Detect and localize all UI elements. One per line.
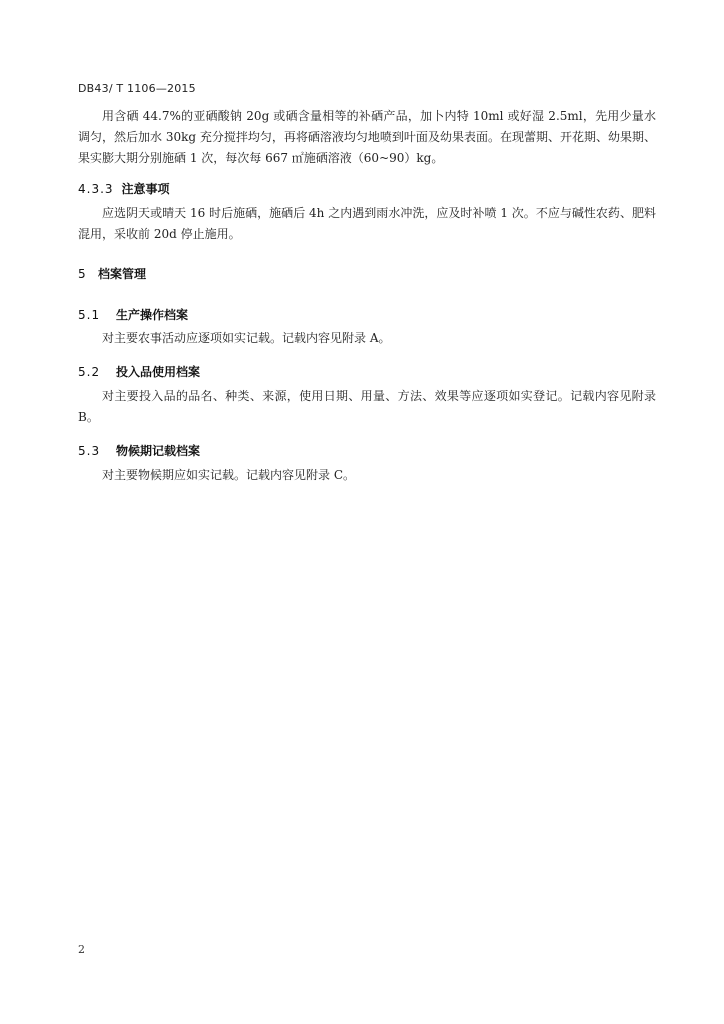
chapter-title: 档案管理 (98, 267, 147, 281)
document-code: DB43/ T 1106—2015 (78, 82, 196, 95)
section-title: 物候期记载档案 (116, 444, 201, 458)
section-title: 投入品使用档案 (116, 365, 201, 379)
section-number: 5.1 (78, 308, 101, 322)
paragraph-phenology-records: 对主要物候期应如实记载。记载内容见附录 C。 (102, 468, 355, 482)
paragraph-production-records: 对主要农事活动应逐项如实记载。记载内容见附录 A。 (102, 331, 391, 345)
section-title: 生产操作档案 (116, 308, 189, 322)
chapter-heading-5 (78, 265, 146, 282)
paragraph-selenium-application: 用含硒 44.7%的亚硒酸钠 20g 或硒含量相等的补硒产品，加卜内特 10ml 或好湿 2.5ml，先用少量水调匀，然后加水 30kg 充分搅拌均匀，再将硒溶液均匀地喷到叶面及幼果表面。在现蕾期、开花期、幼果期、果实膨大期分别施硒 1 次，每次每 667 ㎡施硒溶液（60~90）kg。 (78, 109, 656, 165)
section-number: 5.2 (78, 365, 101, 379)
section-number: 4.3.3 (78, 182, 114, 196)
section-heading-4-3-3 (78, 180, 170, 197)
section-title: 注意事项 (121, 182, 170, 196)
paragraph-input-records: 对主要投入品的品名、种类、来源，使用日期、用量、方法、效果等应逐项如实登记。记载内容见附录 B。 (78, 389, 656, 424)
section-heading-5-1 (78, 306, 188, 323)
section-number: 5.3 (78, 444, 101, 458)
page-number: 2 (78, 943, 85, 956)
section-heading-5-3 (78, 442, 200, 459)
paragraph-precautions: 应选阴天或晴天 16 时后施硒，施硒后 4h 之内遇到雨水冲洗，应及时补喷 1 次。不应与碱性农药、肥料混用，采收前 20d 停止施用。 (78, 206, 656, 241)
section-heading-5-2 (78, 363, 200, 380)
chapter-number: 5 (78, 267, 87, 281)
